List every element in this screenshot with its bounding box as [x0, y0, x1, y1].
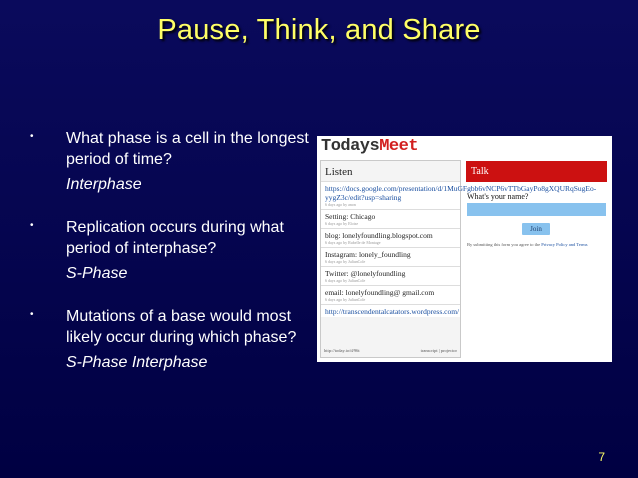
question-text: Mutations of a base would most likely occur during which phase? [66, 308, 297, 346]
bullet-icon: • [30, 220, 34, 231]
logo-meet: Meet [379, 137, 419, 156]
question-item [30, 128, 320, 195]
question-item [30, 217, 320, 284]
message-item [321, 304, 460, 317]
message-text: Twitter: @lonelyfoundling [325, 269, 406, 278]
message-item [321, 266, 460, 285]
question-text: What phase is a cell in the longest period of time? [66, 130, 309, 168]
page-number: 7 [598, 450, 605, 464]
message-text[interactable]: https://docs.google.com/presentation/d/1MuGFgbb6vNCP6vTTbGayPo8gXQURqSugEo-yygZ3c/edit?usp=sharing [325, 184, 597, 202]
message-meta: 6 days ago by Eloise [325, 221, 359, 226]
message-meta: 6 days ago by JulianCole [325, 278, 366, 283]
listen-footer [321, 344, 460, 357]
name-input[interactable] [467, 203, 606, 216]
message-text: email: lonelyfoundling@ gmail.com [325, 288, 435, 297]
question-text: Replication occurs during what period of interphase? [66, 219, 284, 257]
room-url[interactable]: http://today.io/d/96t [324, 348, 360, 353]
message-meta: 6 days ago by anon [325, 202, 356, 207]
message-text[interactable]: http://transcendentalcatators.wordpress.com/ [325, 307, 460, 316]
answer-text: Interphase [66, 176, 142, 193]
message-item [321, 285, 460, 304]
message-text: Instagram: lonely_foundling [325, 250, 411, 259]
answer-text: S-Phase Interphase [66, 354, 208, 371]
privacy-policy-link[interactable]: Privacy Policy and Terms [541, 242, 588, 247]
question-item [30, 306, 320, 373]
bullet-icon: • [30, 131, 34, 142]
message-meta: 6 days ago by JulianCole [325, 259, 366, 264]
talk-heading: Talk [466, 161, 607, 182]
message-meta: 6 days ago by Rubelle de Montage [325, 240, 381, 245]
message-text: blog: lonelyfoundling.blogspot.com [325, 231, 433, 240]
slide-title: Pause, Think, and Share [157, 14, 481, 46]
message-text: Setting: Chicago [325, 212, 376, 221]
todaysmeet-logo [321, 137, 418, 156]
todaysmeet-screenshot [317, 136, 612, 362]
name-label: What's your name? [467, 192, 529, 201]
message-item [321, 247, 460, 266]
logo-todays: Todays [321, 137, 380, 156]
bullet-icon: • [30, 309, 34, 320]
privacy-text: By submitting this form you agree to the [467, 242, 541, 247]
answer-text: S-Phase [66, 265, 128, 282]
message-item [321, 209, 460, 228]
transcript-projector-links[interactable]: transcript | projector [420, 348, 457, 353]
join-button[interactable]: Join [522, 223, 550, 235]
message-item [321, 228, 460, 247]
question-list [30, 128, 320, 395]
message-meta: 6 days ago by JulianCole [325, 297, 366, 302]
privacy-notice [467, 242, 607, 248]
listen-heading: Listen [325, 166, 353, 178]
